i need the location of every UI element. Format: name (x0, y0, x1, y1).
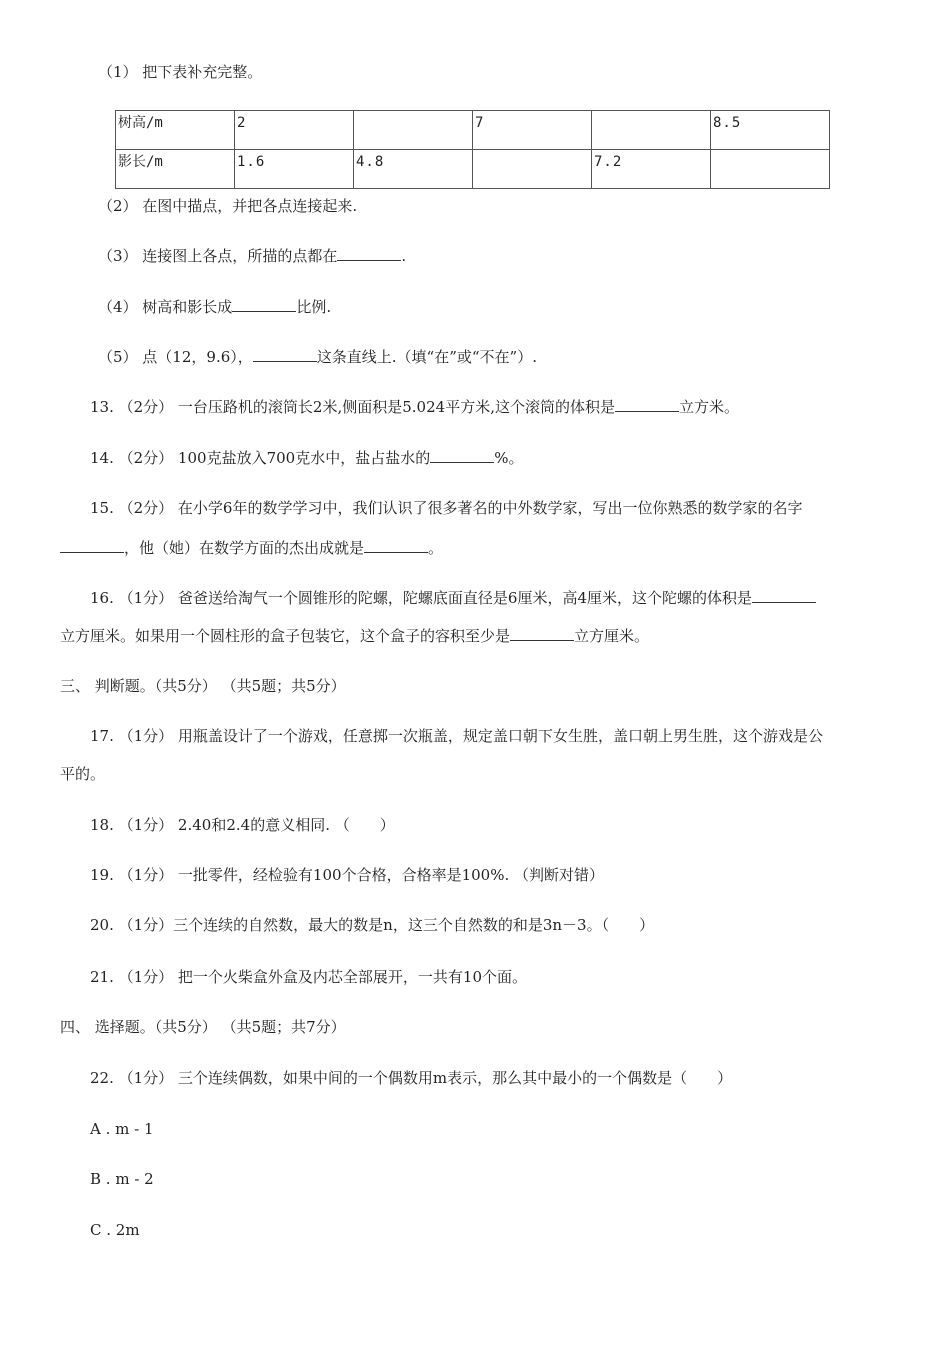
answer-blank[interactable] (232, 297, 296, 312)
answer-blank[interactable] (60, 538, 124, 553)
question-16-text-2: 立方厘米。如果用一个圆柱形的盒子包装它，这个盒子的容积至少是 (60, 627, 511, 645)
question-17-line-2: 平的。 (60, 765, 106, 783)
question-14-text: 14. （2分） 100克盐放入700克水中，盐占盐水的 (90, 449, 431, 467)
question-15-line-2 (60, 538, 443, 558)
sub-question-3 (98, 246, 406, 266)
table-cell: 7.2 (592, 150, 711, 189)
question-18: 18. （1分） 2.40和2.4的意义相同. （ ） (90, 816, 395, 834)
answer-blank[interactable] (430, 448, 494, 463)
table-row (116, 150, 830, 189)
question-16-end: 立方厘米。 (574, 627, 650, 645)
table-cell (473, 150, 592, 189)
table-cell: 1.6 (235, 150, 354, 189)
table-row (116, 111, 830, 150)
data-table (115, 110, 830, 189)
option-b[interactable]: B . m - 2 (90, 1170, 154, 1188)
sub-question-5-end: 这条直线上.（填“在”或“不在”）. (316, 348, 537, 366)
question-16-line-2 (60, 626, 649, 646)
answer-blank[interactable] (615, 397, 679, 412)
option-a[interactable]: A . m - 1 (90, 1120, 154, 1138)
sub-question-5-text: （5） 点（12，9.6）， (98, 348, 253, 366)
question-19: 19. （1分） 一批零件，经检验有100个合格，合格率是100%. （判断对错） (90, 866, 604, 884)
option-c[interactable]: C . 2m (90, 1221, 140, 1239)
question-22: 22. （1分） 三个连续偶数，如果中间的一个偶数用m表示，那么其中最小的一个偶数是（ ） (90, 1069, 733, 1087)
question-13-end: 立方米。 (678, 398, 739, 416)
sub-question-4-text: （4） 树高和影长成 (98, 298, 233, 316)
question-15-line-1: 15. （2分） 在小学6年的数学学习中，我们认识了很多著名的中外数学家，写出一位你熟悉的数学家的名字 (90, 499, 803, 517)
question-15-text: ，他（她）在数学方面的杰出成就是 (124, 539, 365, 557)
question-21: 21. （1分） 把一个火柴盒外盒及内芯全部展开，一共有10个面。 (90, 968, 528, 986)
sub-question-4 (98, 297, 331, 317)
sub-question-3-end: . (401, 247, 407, 265)
table-cell (592, 111, 711, 150)
sub-question-4-end: 比例. (296, 298, 332, 316)
table-cell: 树高/m (116, 111, 235, 150)
question-20: 20. （1分）三个连续的自然数，最大的数是n，这三个自然数的和是3n－3。（ ） (90, 916, 655, 934)
answer-blank[interactable] (752, 588, 816, 603)
sub-question-5 (98, 347, 537, 367)
table-cell: 2 (235, 111, 354, 150)
question-14-end: %。 (494, 449, 524, 467)
table-cell: 7 (473, 111, 592, 150)
sub-question-3-text: （3） 连接图上各点，所描的点都在 (98, 247, 338, 265)
section-heading-3: 三、 判断题。（共5分） （共5题；共5分） (60, 677, 346, 695)
question-13 (90, 397, 739, 417)
table-cell: 8.5 (711, 111, 830, 150)
question-16-text: 16. （1分） 爸爸送给淘气一个圆锥形的陀螺，陀螺底面直径是6厘米，高4厘米，这个陀螺的体积是 (90, 589, 753, 607)
table-cell: 影长/m (116, 150, 235, 189)
question-17-line-1: 17. （1分） 用瓶盖设计了一个游戏，任意掷一次瓶盖，规定盖口朝下女生胜，盖口朝上男生胜，这个游戏是公 (90, 727, 823, 745)
table-cell (711, 150, 830, 189)
table-cell (354, 111, 473, 150)
section-heading-4: 四、 选择题。（共5分） （共5题；共7分） (60, 1018, 346, 1036)
question-15-end: 。 (428, 539, 444, 557)
question-13-text: 13. （2分） 一台压路机的滚筒长2米,侧面积是5.024平方米,这个滚筒的体积是 (90, 398, 615, 416)
answer-blank[interactable] (253, 347, 317, 362)
question-16-line-1 (90, 588, 816, 608)
answer-blank[interactable] (510, 626, 574, 641)
answer-blank[interactable] (337, 246, 401, 261)
sub-question-2: （2） 在图中描点，并把各点连接起来. (98, 197, 358, 215)
question-14 (90, 448, 523, 468)
sub-question-1: （1） 把下表补充完整。 (98, 63, 263, 81)
answer-blank[interactable] (364, 538, 428, 553)
table-cell: 4.8 (354, 150, 473, 189)
